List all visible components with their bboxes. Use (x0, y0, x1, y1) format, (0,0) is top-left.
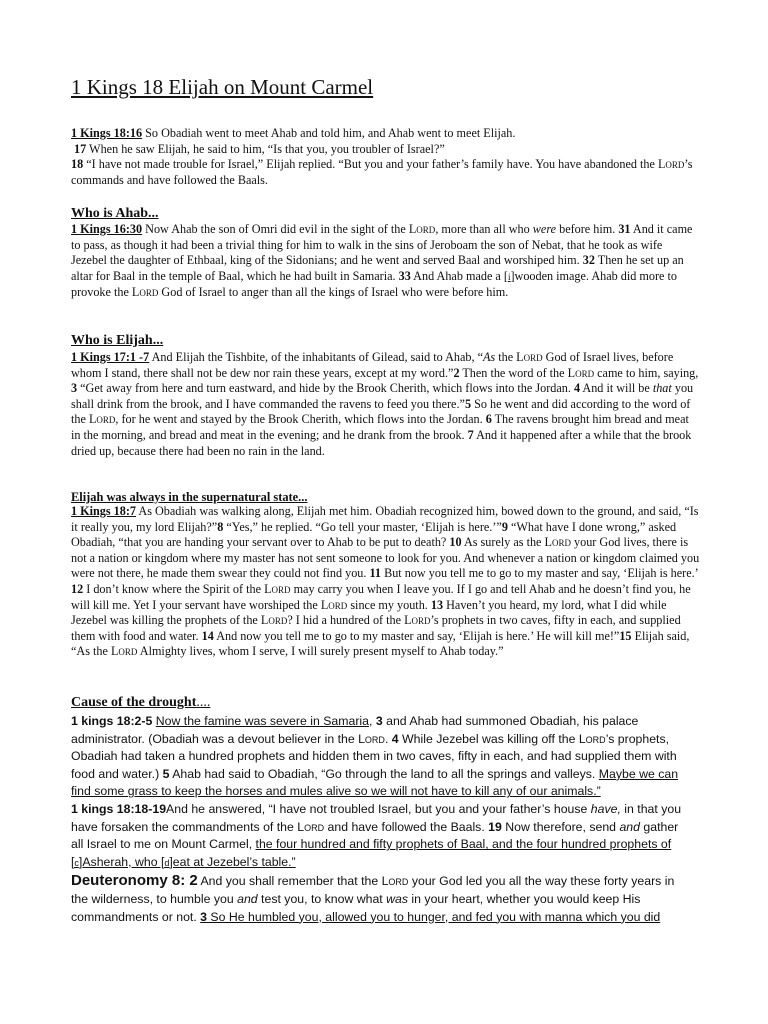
verse-number: 7 (467, 427, 474, 442)
verse-number: 4 (573, 381, 581, 396)
verse-number: 3 (200, 909, 208, 924)
verse-reference: 1 kings 18:18 (71, 801, 149, 816)
verse-reference: 1 Kings 16:30 (71, 222, 143, 236)
verse-reference: 1 kings 18:2-5 (71, 714, 153, 728)
verse-reference: 1 Kings 18:7 (71, 504, 137, 518)
passage-kings-18-16: 1 Kings 18:16 So Obadiah went to meet Ahab and told him, and Ahab went to meet Elijah. 17 When he saw Elijah, he said to him, “Is that you, you troubler of Israel?” 18 “I have not made trouble for Israel,” Elijah replied. “But you and your father’s family have. You have abandoned the Lord’s commands and have followed the Baals. (71, 126, 693, 187)
verse-reference: 1 Kings 17:1 -7 (71, 350, 150, 364)
verse-number: 11 (369, 566, 382, 581)
verse-number: 5 (162, 766, 170, 781)
verse-reference: Deuteronomy 8: 2 (71, 872, 198, 890)
footnote-link[interactable]: d (164, 857, 170, 868)
verse-number: 3 (71, 381, 78, 396)
verse-number: 4 (391, 731, 399, 746)
verse-number: 18 (71, 157, 84, 172)
section-heading-who-is-elijah: Who is Elijah... (71, 333, 164, 348)
verse-number: 33 (398, 268, 411, 283)
verse-number: 14 (201, 628, 214, 643)
verse-number: 2 (453, 365, 460, 380)
verse-number: 31 (618, 222, 631, 236)
verse-number: 17 (74, 141, 87, 156)
verse-reference: 1 Kings 18:16 (71, 126, 143, 140)
passage-cause-of-drought: 1 kings 18:2-5 Now the famine was severe in Samaria, 3 and Ahab had summoned Obadiah, his palace administrator. (Obadiah was a devout believer in the Lord. 4 While Jezebel was killing off the Lord’s prophets, Obadiah had taken a hundred prophets and hidden them in two caves, fifty in each, and had supplied them with food and water.) 5 Ahab had said to Obadiah, “Go through the land to all the springs and valleys. Maybe we can find some grass to keep the horses and mules alive so we will not have to kill any of our animals.” 1 kings 18:18-19And he answered, “I have not troubled Israel, but you and your father’s house have, in that you have forsaken the commandments of the Lord and have followed the Baals. 19 Now therefore, send and gather all Israel to me on Mount Carmel, the four hundred and fifty prophets of Baal, and the four hundred prophets of [c]Asherah, who [d]eat at Jezebel’s table.” Deuteronomy 8: 2 And you shall remember that the Lord your God led you all the way these forty years in the wilderness, to humble you and test you, to know what was in your heart, whether you would keep His commandments or not. 3 So He humbled you, allowed you to hunger, and fed you with manna which you did (71, 714, 682, 924)
passage-kings-18-7: 1 Kings 18:7 As Obadiah was walking along, Elijah met him. Obadiah recognized him, bowed down to the ground, and said, “Is it really you, my lord Elijah?”8 “Yes,” he replied. “Go tell your master, ‘Elijah is here.’”9 “What have I done wrong,” asked Obadiah, “that you are handing your servant over to Ahab to be put to death? 10 As surely as the Lord your God lives, there is not a nation or kingdom where my master has not sent someone to look for you. And whenever a nation or kingdom claimed you were not there, he made them swear they could not find you. 11 But now you tell me to go to my master and say, ‘Elijah is here.’ 12 I don’t know where the Spirit of the Lord may carry you when I leave you. If I go and tell Ahab and he doesn’t find you, he will kill me. Yet I your servant have worshiped the Lord since my youth. 13 Haven’t you heard, my lord, what I did while Jezebel was killing the prophets of the Lord? I hid a hundred of the Lord’s prophets in two caves, fifty in each, and supplied them with food and water. 14 And now you tell me to go to my master and say, ‘Elijah is here.’ He will kill me!”15 Elijah said, “As the Lord Almighty lives, whom I serve, I will surely present myself to Ahab today.” (71, 504, 700, 659)
verse-number: 3 (375, 714, 383, 728)
verse-number: 32 (582, 253, 595, 268)
verse-number: 9 (501, 519, 508, 534)
verse-number: 5 (464, 396, 472, 411)
verse-number: 15 (619, 628, 632, 643)
verse-number: 6 (485, 412, 492, 427)
footnote-link[interactable]: i (507, 271, 511, 282)
section-heading-supernatural-state: Elijah was always in the supernatural state... (71, 490, 308, 504)
footnote-link[interactable]: c (74, 857, 79, 868)
section-heading-cause-of-drought: Cause of the drought.... (71, 695, 211, 710)
verse-number: 8 (217, 519, 224, 534)
passage-kings-17-1-7: 1 Kings 17:1 -7 And Elijah the Tishbite, of the inhabitants of Gilead, said to Ahab, “As the Lord God of Israel lives, before whom I stand, there shall not be dew nor rain these years, except at my word.”2 Then the word of the Lord came to him, saying, 3 “Get away from here and turn eastward, and hide by the Brook Cherith, which flows into the Jordan. 4 And it will be that you shall drink from the brook, and I have commanded the ravens to feed you there.”5 So he went and did according to the word of the Lord, for he went and stayed by the Brook Cherith, which flows into the Jordan. 6 The ravens brought him bread and meat in the morning, and bread and meat in the evening; and he drank from the brook. 7 And it happened after a while that the brook dried up, because there had been no rain in the land. (71, 350, 699, 458)
verse-number: 10 (449, 535, 462, 550)
passage-kings-16-30: 1 Kings 16:30 Now Ahab the son of Omri did evil in the sight of the Lord, more than all who were before him. 31 And it came to pass, as though it had been a trivial thing for him to walk in the sins of Jeroboam the son of Nebat, that he took as wife Jezebel the daughter of Ethbaal, king of the Sidonians; and he went and served Baal and worshiped him. 32 Then he set up an altar for Baal in the temple of Baal, which he had built in Samaria. 33 And Ahab made a [i]wooden image. Ahab did more to provoke the Lord God of Israel to anger than all the kings of Israel who were before him. (71, 222, 693, 300)
verse-number: 12 (71, 581, 84, 596)
verse-number: 13 (430, 597, 444, 612)
section-heading-who-is-ahab: Who is Ahab... (71, 206, 159, 221)
page-title: 1 Kings 18 Elijah on Mount Carmel (71, 75, 374, 99)
verse-number: 19 (488, 819, 502, 834)
